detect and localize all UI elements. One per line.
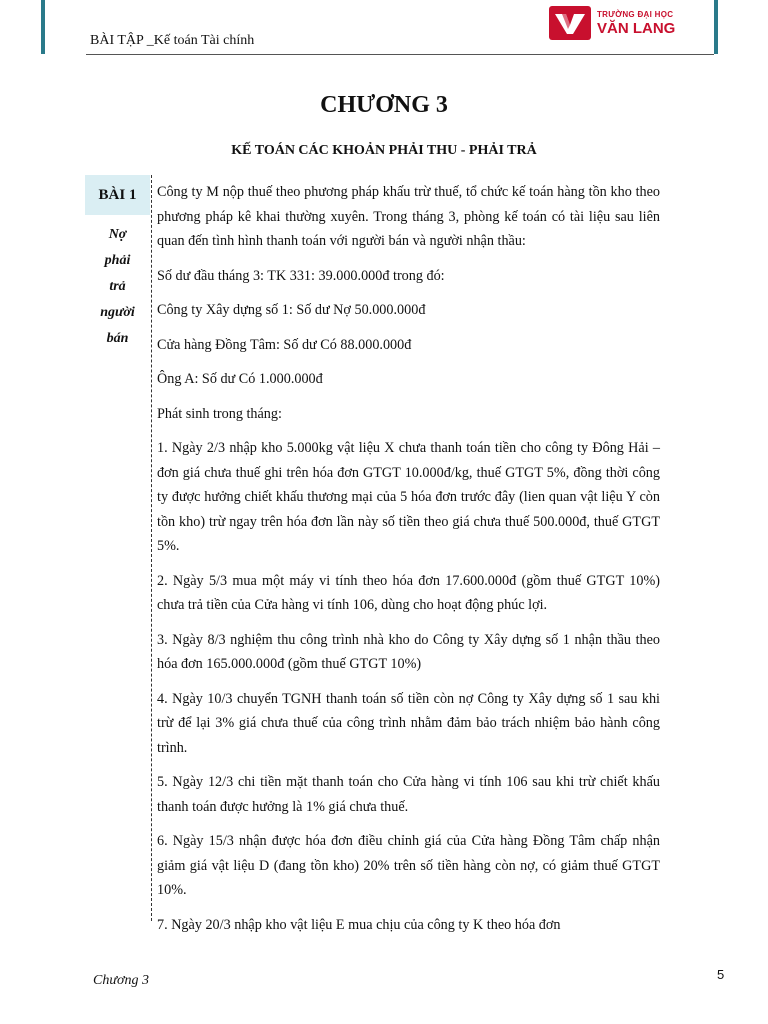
- paragraph: Cửa hàng Đồng Tâm: Số dư Có 88.000.000đ: [157, 336, 412, 353]
- header-right-bar: [714, 0, 718, 54]
- topic-word: Nợ: [108, 227, 127, 242]
- exercise-label-text: BÀI 1: [98, 186, 137, 203]
- column-divider: [151, 175, 152, 921]
- paragraph: 3. Ngày 8/3 nghiệm thu công trình nhà kho do Công ty Xây dựng số 1 nhận thầu theo hóa đơn 165.000.000đ (gồm thuế GTGT 10%): [157, 631, 660, 672]
- paragraph: 1. Ngày 2/3 nhập kho 5.000kg vật liệu X chưa thanh toán tiền cho công ty Đông Hải – đơn giá chưa thuế ghi trên hóa đơn GTGT 10.000đ/kg, thuế GTGT 5%, đồng thời công ty được hưởng chiết khấu thương mại của 5 hóa đơn trước đây (lien quan vật liệu Y còn tồn kho) trừ ngay trên hóa đơn lần này số tiền theo giá chưa thuế 500.000đ, thuế GTGT 5%.: [157, 440, 660, 554]
- topic-word: phải: [104, 253, 131, 268]
- exercise-body: [157, 180, 660, 947]
- paragraph: 5. Ngày 12/3 chi tiền mặt thanh toán cho Cửa hàng vi tính 106 sau khi trừ chiết khấu thanh toán được hưởng là 1% giá chưa thuế.: [157, 774, 660, 815]
- paragraph: 2. Ngày 5/3 mua một máy vi tính theo hóa đơn 17.600.000đ (gồm thuế GTGT 10%) chưa trả tiền của Cửa hàng vi tính 106, dùng cho hoạt động phúc lợi.: [157, 572, 660, 613]
- chapter-subtitle: KẾ TOÁN CÁC KHOẢN PHẢI THU - PHẢI TRẢ: [231, 143, 537, 158]
- exercise-label: [85, 175, 150, 215]
- header-left-bar: [41, 0, 45, 54]
- header-title: BÀI TẬP _Kế toán Tài chính: [90, 33, 255, 48]
- topic-word: bán: [106, 331, 129, 346]
- footer-chapter: Chương 3: [93, 973, 149, 988]
- university-logo: [549, 4, 675, 42]
- logo-big-text: VĂN LANG: [597, 19, 676, 37]
- header-rule: [86, 54, 714, 55]
- paragraph: 4. Ngày 10/3 chuyển TGNH thanh toán số tiền còn nợ Công ty Xây dựng số 1 sau khi trừ để lại 3% giá chưa thuế của công trình nhằm đảm bảo trách nhiệm bảo hành công trình.: [157, 690, 660, 756]
- exercise-topic: [85, 222, 150, 352]
- page-number: 5: [717, 967, 725, 982]
- paragraph: Phát sinh trong tháng:: [157, 405, 282, 422]
- paragraph: 6. Ngày 15/3 nhận được hóa đơn điều chỉnh giá của Cửa hàng Đồng Tâm chấp nhận giảm giá vật liệu D (đang tồn kho) 20% trên số tiền hàng còn nợ, có giảm thuế GTGT 10%.: [157, 833, 660, 898]
- logo-small-text: TRƯỜNG ĐẠI HỌC: [597, 9, 674, 19]
- chapter-title: CHƯƠNG 3: [320, 92, 448, 118]
- paragraph: 7. Ngày 20/3 nhập kho vật liệu E mua chịu của công ty K theo hóa đơn: [157, 916, 561, 933]
- paragraph: Công ty M nộp thuế theo phương pháp khấu trừ thuế, tổ chức kế toán hàng tồn kho theo phương pháp kê khai thường xuyên. Trong tháng 3, phòng kế toán có tài liệu sau liên quan đến tình hình thanh toán với người bán và người nhận thầu:: [157, 184, 660, 249]
- topic-word: người: [100, 305, 135, 320]
- paragraph: Công ty Xây dựng số 1: Số dư Nợ 50.000.000đ: [157, 302, 426, 318]
- paragraph: Số dư đầu tháng 3: TK 331: 39.000.000đ trong đó:: [157, 267, 445, 284]
- paragraph: Ông A: Số dư Có 1.000.000đ: [157, 371, 323, 387]
- logo-emblem-icon: [549, 6, 591, 40]
- topic-word: trả: [109, 279, 126, 294]
